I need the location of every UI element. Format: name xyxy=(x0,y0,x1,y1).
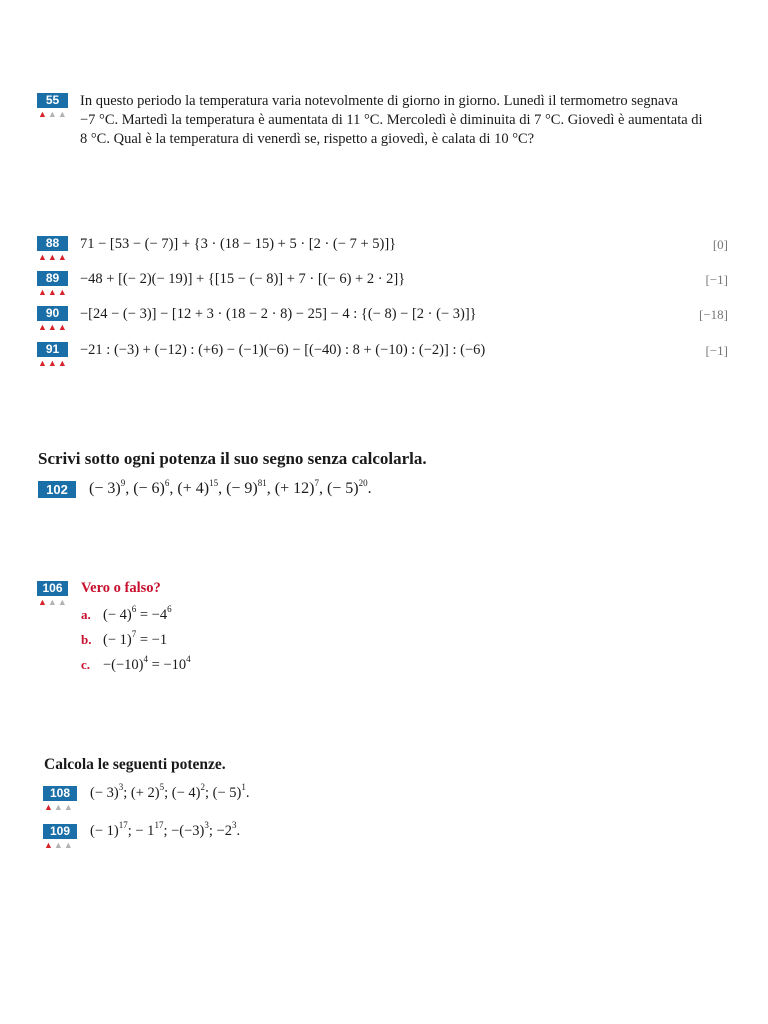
power-base: = −4 xyxy=(136,607,168,623)
power-term xyxy=(90,782,124,801)
power-base: −(−10) xyxy=(103,657,144,673)
difficulty-triangle-icon: ▲ xyxy=(44,840,54,850)
power-exponent: 4 xyxy=(143,654,149,665)
section-title: Calcola le seguenti potenze. xyxy=(44,756,226,773)
power-exponent: 17 xyxy=(154,820,164,831)
power-exponent: 4 xyxy=(186,654,191,665)
difficulty-triangle-icon: ▲ xyxy=(47,322,58,332)
answer: [−1] xyxy=(705,272,728,287)
expression: −[24 − (− 3)] − [12 + 3 · (18 − 2 · 8) − 25] − 4 : {(− 8) − [2 · (− 3)]} xyxy=(80,306,477,322)
exercise-number-badge: 88 xyxy=(37,236,68,251)
power-term xyxy=(274,477,319,497)
expression: −48 + [(− 2)(− 19)] + {[15 − (− 8)] + 7 · [(− 6) + 2 · 2]} xyxy=(80,271,406,287)
exercise-number-badge: 90 xyxy=(37,306,68,321)
power-base: (− 5) xyxy=(326,480,359,497)
difficulty-triangle-icon: ▲ xyxy=(47,252,58,262)
exercise-title: Vero o falso? xyxy=(81,580,161,596)
true-false-item xyxy=(81,655,191,675)
expression: 71 − [53 − (− 7)] + {3 · (18 − 15) + 5 · [2 · (− 7 + 5)]} xyxy=(80,236,397,252)
power-exponent: 17 xyxy=(118,820,128,831)
difficulty-triangle-icon: ▲ xyxy=(57,597,68,607)
difficulty-indicator xyxy=(44,841,74,850)
power-exponent: 3 xyxy=(231,820,237,831)
exercise-number-badge: 89 xyxy=(37,271,68,286)
power-term xyxy=(216,820,237,839)
difficulty-triangle-icon: ▲ xyxy=(57,252,68,262)
power-base: (− 6) xyxy=(133,480,165,497)
power-term xyxy=(171,820,209,839)
power-exponent: 6 xyxy=(164,477,170,488)
separator: . xyxy=(245,785,250,801)
difficulty-triangle-icon: ▲ xyxy=(63,802,74,812)
difficulty-triangle-icon: ▲ xyxy=(38,287,48,297)
power-base: (− 3) xyxy=(90,785,119,801)
answer: [−1] xyxy=(705,343,728,358)
power-exponent: 6 xyxy=(131,604,137,615)
difficulty-triangle-icon: ▲ xyxy=(53,802,64,812)
separator: ; xyxy=(204,785,213,801)
power-base: (− 3) xyxy=(89,480,121,497)
separator: . xyxy=(236,823,241,839)
power-base: (+ 2) xyxy=(130,785,160,801)
problem-line: In questo periodo la temperatura varia notevolmente di giorno in giorno. Lunedì il termometro segnava xyxy=(80,93,678,109)
expression: −21 : (−3) + (−12) : (+6) − (−1)(−6) − [(−40) : 8 + (−10) : (−2)] : (−6) xyxy=(80,342,486,358)
problem-line: −7 °C. Martedì la temperatura è aumentata di 11 °C. Mercoledì è diminuita di 7 °C. Giovedì è aumentata di xyxy=(80,112,703,128)
answer: [−18] xyxy=(699,307,728,322)
difficulty-triangle-icon: ▲ xyxy=(44,802,54,812)
difficulty-triangle-icon: ▲ xyxy=(47,597,58,607)
separator: , xyxy=(218,480,227,497)
power-exponent: 81 xyxy=(257,477,267,488)
power-list xyxy=(90,784,249,803)
power-exponent: 7 xyxy=(131,629,137,640)
separator: ; xyxy=(127,823,136,839)
difficulty-triangle-icon: ▲ xyxy=(47,358,58,368)
difficulty-triangle-icon: ▲ xyxy=(63,840,74,850)
difficulty-triangle-icon: ▲ xyxy=(47,287,58,297)
power-exponent: 20 xyxy=(358,477,368,488)
difficulty-triangle-icon: ▲ xyxy=(38,252,48,262)
difficulty-triangle-icon: ▲ xyxy=(47,109,58,119)
difficulty-indicator xyxy=(38,288,68,297)
power-exponent: 1 xyxy=(241,782,246,793)
power-base: (+ 4) xyxy=(177,480,210,497)
exercise-number-badge: 108 xyxy=(43,786,77,801)
power-exponent: 15 xyxy=(209,477,219,488)
power-base: (− 5) xyxy=(212,785,242,801)
difficulty-triangle-icon: ▲ xyxy=(53,840,64,850)
separator: , xyxy=(169,480,178,497)
exercise-number-badge: 55 xyxy=(37,93,68,108)
exercise-number-badge: 106 xyxy=(37,581,68,596)
power-term xyxy=(135,820,164,839)
power-exponent: 3 xyxy=(204,820,209,831)
power-base: = −1 xyxy=(136,632,168,648)
power-base: (− 4) xyxy=(171,785,201,801)
separator: , xyxy=(318,480,327,497)
difficulty-indicator xyxy=(38,110,68,119)
item-letter: c. xyxy=(81,657,91,672)
power-term xyxy=(130,782,165,801)
power-term xyxy=(133,477,170,497)
item-letter: a. xyxy=(81,607,91,622)
difficulty-indicator xyxy=(44,803,74,812)
power-exponent: 7 xyxy=(314,477,319,488)
power-exponent: 3 xyxy=(118,782,124,793)
separator: ; xyxy=(163,823,172,839)
difficulty-indicator xyxy=(38,598,68,607)
power-base: −2 xyxy=(216,823,232,839)
difficulty-triangle-icon: ▲ xyxy=(38,322,48,332)
difficulty-triangle-icon: ▲ xyxy=(57,358,68,368)
power-exponent: 5 xyxy=(159,782,165,793)
power-exponent: 6 xyxy=(167,604,172,615)
true-false-item xyxy=(81,630,167,650)
separator: ; xyxy=(208,823,217,839)
power-term xyxy=(90,820,128,839)
power-base: −(−3) xyxy=(171,823,205,839)
power-list xyxy=(89,479,372,498)
difficulty-indicator xyxy=(38,323,68,332)
power-term xyxy=(226,477,267,497)
separator: , xyxy=(266,480,275,497)
separator: ; xyxy=(123,785,131,801)
power-term xyxy=(177,477,219,497)
power-base: (− 1) xyxy=(90,823,119,839)
power-term xyxy=(89,477,126,497)
power-exponent: 9 xyxy=(120,477,126,488)
power-base: (− 1) xyxy=(103,632,132,648)
power-base: = −10 xyxy=(148,657,187,673)
power-list xyxy=(90,822,240,841)
power-base: (− 9) xyxy=(226,480,258,497)
power-base: − 1 xyxy=(135,823,155,839)
exercise-number-badge: 109 xyxy=(43,824,77,839)
power-term xyxy=(212,782,246,801)
exercise-number-badge: 91 xyxy=(37,342,68,357)
separator: ; xyxy=(164,785,172,801)
separator: , xyxy=(125,480,134,497)
exercise-number-badge: 102 xyxy=(38,481,76,498)
difficulty-triangle-icon: ▲ xyxy=(57,322,68,332)
true-false-item xyxy=(81,605,172,625)
difficulty-triangle-icon: ▲ xyxy=(38,597,48,607)
difficulty-triangle-icon: ▲ xyxy=(38,358,48,368)
power-exponent: 2 xyxy=(200,782,205,793)
item-letter: b. xyxy=(81,632,92,647)
answer: [0] xyxy=(712,237,728,252)
power-term xyxy=(171,782,205,801)
difficulty-triangle-icon: ▲ xyxy=(57,109,68,119)
section-title: Scrivi sotto ogni potenza il suo segno senza calcolarla. xyxy=(38,449,427,468)
power-term xyxy=(326,477,368,497)
difficulty-triangle-icon: ▲ xyxy=(57,287,68,297)
difficulty-triangle-icon: ▲ xyxy=(38,109,48,119)
power-base: (+ 12) xyxy=(274,480,315,497)
difficulty-indicator xyxy=(38,359,68,368)
difficulty-indicator xyxy=(38,253,68,262)
separator: . xyxy=(367,480,372,497)
problem-line: 8 °C. Qual è la temperatura di venerdì se, rispetto a giovedì, è calata di 10 °C? xyxy=(80,131,535,147)
power-base: (− 4) xyxy=(103,607,132,623)
